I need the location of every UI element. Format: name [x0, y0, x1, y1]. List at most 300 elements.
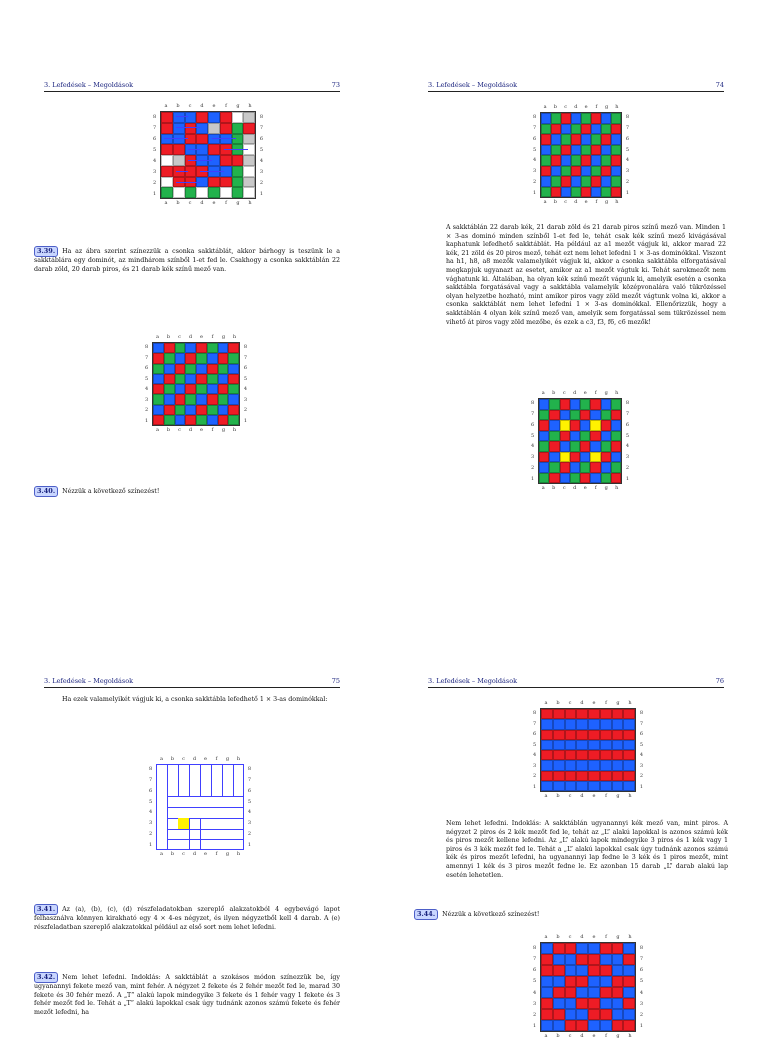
board-square [611, 399, 621, 410]
file-label: h [615, 104, 619, 110]
rank-label: 7 [149, 777, 153, 784]
board-square [601, 441, 611, 452]
rank-label: 3 [149, 820, 153, 827]
board-square [565, 1009, 577, 1020]
tiling-line [211, 764, 212, 796]
rank-label: 5 [531, 432, 535, 439]
chessboard-stripes [533, 700, 643, 799]
board-square [220, 187, 232, 198]
file-label: a [160, 756, 163, 762]
file-label: g [225, 851, 230, 857]
rank-label: 5 [243, 375, 247, 382]
rank-label: 7 [533, 125, 537, 132]
board-square [600, 976, 612, 987]
board-square [611, 187, 621, 198]
file-label: f [215, 756, 218, 762]
board-square [539, 431, 549, 442]
board-square [590, 452, 600, 463]
board-square [243, 187, 255, 198]
board-square [581, 176, 591, 187]
board-square [553, 750, 565, 760]
rank-label: 8 [531, 400, 535, 407]
board-square [211, 786, 222, 797]
file-labels [540, 793, 636, 799]
board-square [173, 144, 185, 155]
rank-labels [260, 111, 263, 199]
board-square [196, 343, 207, 353]
rank-label: 7 [247, 777, 251, 784]
board-square [208, 187, 220, 198]
rank-label: 8 [639, 944, 643, 951]
file-label: b [553, 104, 557, 110]
rank-label: 3 [531, 454, 535, 461]
file-labels [156, 851, 244, 857]
board-square [565, 750, 577, 760]
board-square [560, 473, 570, 484]
board-square [539, 420, 549, 431]
board-square [623, 954, 635, 965]
tiling-line [200, 818, 201, 850]
rank-label: 1 [533, 1023, 537, 1030]
board-square [232, 818, 243, 829]
exercise-badge: 3.40. [34, 486, 58, 497]
board-square [565, 976, 577, 987]
board-square [580, 410, 590, 421]
page-74 [384, 0, 768, 512]
solution-text: A sakktáblán 22 darab kék, 21 darab zöld és 21 darab piros színű mező van. Minden 1 × 3-as dominó minden színből 1-et fed le, tehát csak kék színű mező kivágásával kaphatunk lefedhető sakktáblát. Ha például az a1 mezőt vágjuk ki, akkor marad 22 kék, 21 zöld és 20 piros mező, tehát ezt nem lehet lefedni 1 × 3-as dominókkal. Viszont ha h1, h8, a8 mezők valamelyikét vágjuk ki, akkor a csonka sakktábla elforgatásával megkapjuk ugyanazt az esetet, amikor az a1 mezőt vágtuk ki. Tehát sarokmezőt nem vághatunk ki. Általában, ha olyan kék színű mezőt vágunk ki, amelyik esetén a csonka sakktábla forgatásával vagy a sakktábla valamelyik középvonalára való tükrözéssel olyan helyzetbe hozható, mint amikor piros vagy zöld mezőt vágtunk volna ki, akkor a csonka sakktáblát nem lehet lefedni 1 × 3-as dominókkal. Ellenőrizzük, hogy a sakktáblán 4 olyan kék színű mező van, amelyik sem forgatással sem tükrözéssel nem vihető át piros vagy zöld mezőbe, és ezek a c3, f3, f6, c6 mezők! [446, 224, 726, 326]
rank-label: 1 [259, 190, 263, 197]
rank-label: 1 [639, 1023, 643, 1030]
board-square [228, 384, 239, 394]
rank-label: 1 [247, 841, 251, 848]
file-labels [540, 934, 636, 940]
board-square [185, 394, 196, 404]
board-square [541, 1009, 553, 1020]
board-square [588, 998, 600, 1009]
board-square [591, 155, 601, 166]
file-label: g [616, 934, 620, 940]
rank-label: 2 [149, 830, 153, 837]
board-square [623, 1009, 635, 1020]
board-square [590, 420, 600, 431]
rank-label: 3 [533, 762, 537, 769]
rank-labels [626, 398, 629, 484]
board-square [549, 462, 559, 473]
board-square [600, 965, 612, 976]
board-square [588, 965, 600, 976]
board-square [551, 113, 561, 124]
file-label: a [156, 427, 159, 433]
file-label: g [225, 756, 230, 762]
board-square [576, 771, 588, 781]
file-labels [540, 1033, 636, 1039]
board-square [612, 730, 624, 740]
board-square [580, 431, 590, 442]
board-square [211, 818, 222, 829]
board-square [179, 765, 190, 776]
board-square [541, 134, 551, 145]
board-square [243, 177, 255, 188]
file-label: c [568, 700, 572, 706]
rank-label: 5 [259, 146, 263, 153]
board-square [565, 760, 577, 770]
file-label: h [248, 200, 252, 206]
board-square [153, 374, 164, 384]
page-76 [384, 512, 768, 1039]
board-square [612, 719, 624, 729]
chapter-title: 3. Lefedések [428, 81, 470, 89]
rank-label: 3 [145, 396, 149, 403]
board-square [551, 187, 561, 198]
board-square [611, 134, 621, 145]
chapter-title: 3. Lefedések [44, 677, 86, 685]
board-square [539, 399, 549, 410]
board-square [222, 765, 233, 776]
file-label: c [182, 756, 185, 762]
file-label: d [192, 851, 197, 857]
board-square [611, 124, 621, 135]
board-square [179, 786, 190, 797]
board-square [565, 1020, 577, 1031]
board-square [601, 134, 611, 145]
rank-label: 1 [533, 189, 537, 196]
board-square [611, 410, 621, 421]
board-square [576, 730, 588, 740]
board-square [175, 394, 186, 404]
file-label: f [595, 199, 598, 205]
board-square [601, 187, 611, 198]
chessboard-highlighted [531, 390, 629, 491]
board-square [207, 343, 218, 353]
board-square [576, 987, 588, 998]
rank-labels [533, 112, 536, 198]
board-square [173, 112, 185, 123]
rank-label: 3 [247, 820, 251, 827]
board-square [153, 384, 164, 394]
board-square [232, 807, 243, 818]
board-square [601, 410, 611, 421]
board-square [551, 145, 561, 156]
board-square [601, 399, 611, 410]
board-square [541, 155, 551, 166]
domino-marker [176, 182, 200, 183]
board-square [220, 112, 232, 123]
file-label: g [604, 485, 608, 491]
file-label: e [583, 485, 587, 491]
file-label: g [604, 390, 608, 396]
rank-label: 1 [531, 475, 535, 482]
file-label: c [564, 199, 568, 205]
rank-label: 4 [145, 386, 149, 393]
rank-label: 2 [145, 407, 149, 414]
file-label: b [552, 485, 556, 491]
board-grid [538, 398, 622, 484]
board-square [588, 943, 600, 954]
board-square [612, 1009, 624, 1020]
file-label: e [204, 756, 207, 762]
rank-label: 7 [259, 124, 263, 131]
board-square [561, 113, 571, 124]
board-square [612, 750, 624, 760]
board-square [541, 965, 553, 976]
domino-marker [224, 149, 248, 150]
file-label: e [200, 427, 203, 433]
file-label: a [543, 104, 547, 110]
board-square [232, 123, 244, 134]
file-label: b [556, 934, 560, 940]
board-square [590, 399, 600, 410]
rank-labels [533, 942, 536, 1032]
board-square [208, 177, 220, 188]
chessboard-dominoes [153, 103, 263, 206]
file-label: g [236, 200, 240, 206]
rank-label: 1 [625, 475, 629, 482]
board-square [571, 145, 581, 156]
board-square [591, 113, 601, 124]
domino-marker [176, 171, 188, 172]
board-square [623, 976, 635, 987]
rank-label: 5 [145, 375, 149, 382]
board-square [549, 431, 559, 442]
file-label: c [564, 104, 568, 110]
rank-label: 5 [625, 432, 629, 439]
board-square [232, 797, 243, 808]
board-square [580, 399, 590, 410]
board-square [571, 176, 581, 187]
rank-label: 1 [639, 783, 643, 790]
board-square [196, 374, 207, 384]
board-square [576, 709, 588, 719]
rank-label: 1 [149, 841, 153, 848]
file-labels [540, 104, 622, 110]
board-square [565, 771, 577, 781]
board-square [590, 431, 600, 442]
board-square [601, 166, 611, 177]
rank-label: 8 [625, 114, 629, 121]
file-label: f [594, 485, 597, 491]
board-square [222, 828, 233, 839]
file-label: e [592, 934, 596, 940]
rank-label: 3 [625, 168, 629, 175]
board-grid [540, 942, 636, 1032]
board-square [179, 807, 190, 818]
board-square [218, 374, 229, 384]
board-square [581, 145, 591, 156]
board-square [591, 166, 601, 177]
file-label: e [592, 793, 596, 799]
solution-3-44: 3.44. Nézzük a következő színezést! [414, 909, 720, 920]
board-square [600, 750, 612, 760]
board-square [175, 384, 186, 394]
board-square [153, 394, 164, 404]
rank-label: 6 [243, 365, 247, 372]
board-square [565, 709, 577, 719]
file-label: f [211, 427, 214, 433]
board-square [539, 452, 549, 463]
board-square [591, 145, 601, 156]
file-labels [156, 756, 244, 762]
board-square [185, 415, 196, 425]
board-square [189, 765, 200, 776]
board-square [175, 353, 186, 363]
tiling-line [222, 764, 223, 796]
file-label: c [182, 851, 185, 857]
domino-tiling-board [149, 756, 251, 857]
exercise-badge: 3.41. [34, 904, 58, 915]
board-square [549, 410, 559, 421]
rank-label: 4 [625, 157, 629, 164]
board-square [601, 462, 611, 473]
board-square [173, 187, 185, 198]
chessboard-three-color [145, 334, 247, 433]
rank-label: 7 [531, 411, 535, 418]
board-square [189, 776, 200, 787]
rank-label: 7 [533, 720, 537, 727]
board-square [211, 765, 222, 776]
file-labels [152, 334, 240, 340]
board-square [581, 166, 591, 177]
board-square [222, 807, 233, 818]
exercise-badge: 3.44. [414, 909, 438, 920]
board-square [228, 415, 239, 425]
file-label: h [628, 1033, 632, 1039]
board-square [189, 797, 200, 808]
board-square [612, 709, 624, 719]
exercise-badge: 3.42. [34, 972, 58, 983]
board-square [591, 134, 601, 145]
rank-label: 8 [259, 113, 263, 120]
board-square [576, 954, 588, 965]
board-square [185, 384, 196, 394]
board-square [218, 394, 229, 404]
domino-marker [188, 160, 212, 161]
board-square [220, 123, 232, 134]
board-square [553, 771, 565, 781]
board-square [539, 410, 549, 421]
board-square [161, 155, 173, 166]
file-label: f [594, 390, 597, 396]
board-square [588, 1020, 600, 1031]
board-grid [540, 112, 622, 198]
rank-label: 4 [533, 157, 537, 164]
board-square [196, 394, 207, 404]
rank-label: 3 [639, 1000, 643, 1007]
file-label: d [192, 756, 197, 762]
board-square [576, 965, 588, 976]
board-square [164, 384, 175, 394]
board-square [611, 155, 621, 166]
rank-label: 5 [533, 978, 537, 985]
rank-label: 8 [145, 344, 149, 351]
rank-label: 5 [149, 798, 153, 805]
board-square [623, 750, 635, 760]
board-square [539, 473, 549, 484]
solution-3-41: 3.41. Az (a), (b), (c), (d) részfeladatokban szereplő alakzatokból 4 egybevágó lapot felhasználva könnyen kirakható egy 4 × 4-es négyzet, és ilyen négyzetből kell 4 darab. A (e) részfeladatban szereplő alakzatokkal például az első sort nem lehet lefedni. [34, 905, 340, 931]
file-label: g [616, 1033, 620, 1039]
file-label: h [232, 334, 237, 340]
board-square [185, 405, 196, 415]
board-square [600, 771, 612, 781]
rank-label: 3 [243, 396, 247, 403]
file-label: a [544, 700, 548, 706]
board-square [576, 740, 588, 750]
rank-label: 3 [625, 454, 629, 461]
board-square [189, 818, 200, 829]
rank-label: 2 [639, 1012, 643, 1019]
intro-text: Ha ezek valamelyikét vágjuk ki, a csonka sakktábla lefedhető 1 × 3-as dominókkal: [62, 696, 328, 703]
tiling-line [167, 839, 244, 840]
board-square [588, 976, 600, 987]
board-square [179, 797, 190, 808]
board-square [189, 807, 200, 818]
board-square [200, 776, 211, 787]
file-label: a [544, 793, 548, 799]
board-square [207, 394, 218, 404]
rank-label: 1 [243, 417, 247, 424]
rank-label: 6 [625, 135, 629, 142]
board-square [196, 187, 208, 198]
file-label: h [236, 756, 241, 762]
rank-label: 5 [533, 741, 537, 748]
board-square [220, 177, 232, 188]
rank-label: 8 [533, 944, 537, 951]
file-label: b [556, 793, 560, 799]
board-square [218, 384, 229, 394]
board-square [612, 976, 624, 987]
tiling-line [200, 829, 244, 830]
board-square [168, 828, 179, 839]
rank-label: 6 [531, 421, 535, 428]
rank-label: 3 [533, 168, 537, 175]
board-square [623, 740, 635, 750]
board-square [576, 750, 588, 760]
rank-label: 7 [639, 955, 643, 962]
board-square [218, 364, 229, 374]
rank-label: 7 [145, 354, 149, 361]
rank-label: 1 [533, 783, 537, 790]
board-square [611, 452, 621, 463]
rank-label: 4 [243, 386, 247, 393]
board-square [232, 828, 243, 839]
board-square [581, 155, 591, 166]
section-title: Megoldások [93, 677, 134, 685]
board-square [228, 374, 239, 384]
board-square [541, 987, 553, 998]
board-square [601, 431, 611, 442]
file-label: c [188, 103, 192, 109]
rank-label: 6 [639, 731, 643, 738]
board-square [153, 405, 164, 415]
file-label: b [176, 200, 180, 206]
board-square [588, 771, 600, 781]
board-square [222, 776, 233, 787]
board-square [211, 828, 222, 839]
file-label: h [615, 390, 619, 396]
domino-marker [164, 138, 188, 139]
file-label: d [580, 793, 584, 799]
board-square [541, 730, 553, 740]
domino-marker [200, 171, 224, 172]
board-square [612, 781, 624, 791]
board-square [549, 399, 559, 410]
board-square [553, 987, 565, 998]
rank-label: 3 [153, 168, 157, 175]
board-square [228, 405, 239, 415]
board-square [591, 187, 601, 198]
board-square [612, 760, 624, 770]
board-square [164, 364, 175, 374]
board-square [611, 431, 621, 442]
